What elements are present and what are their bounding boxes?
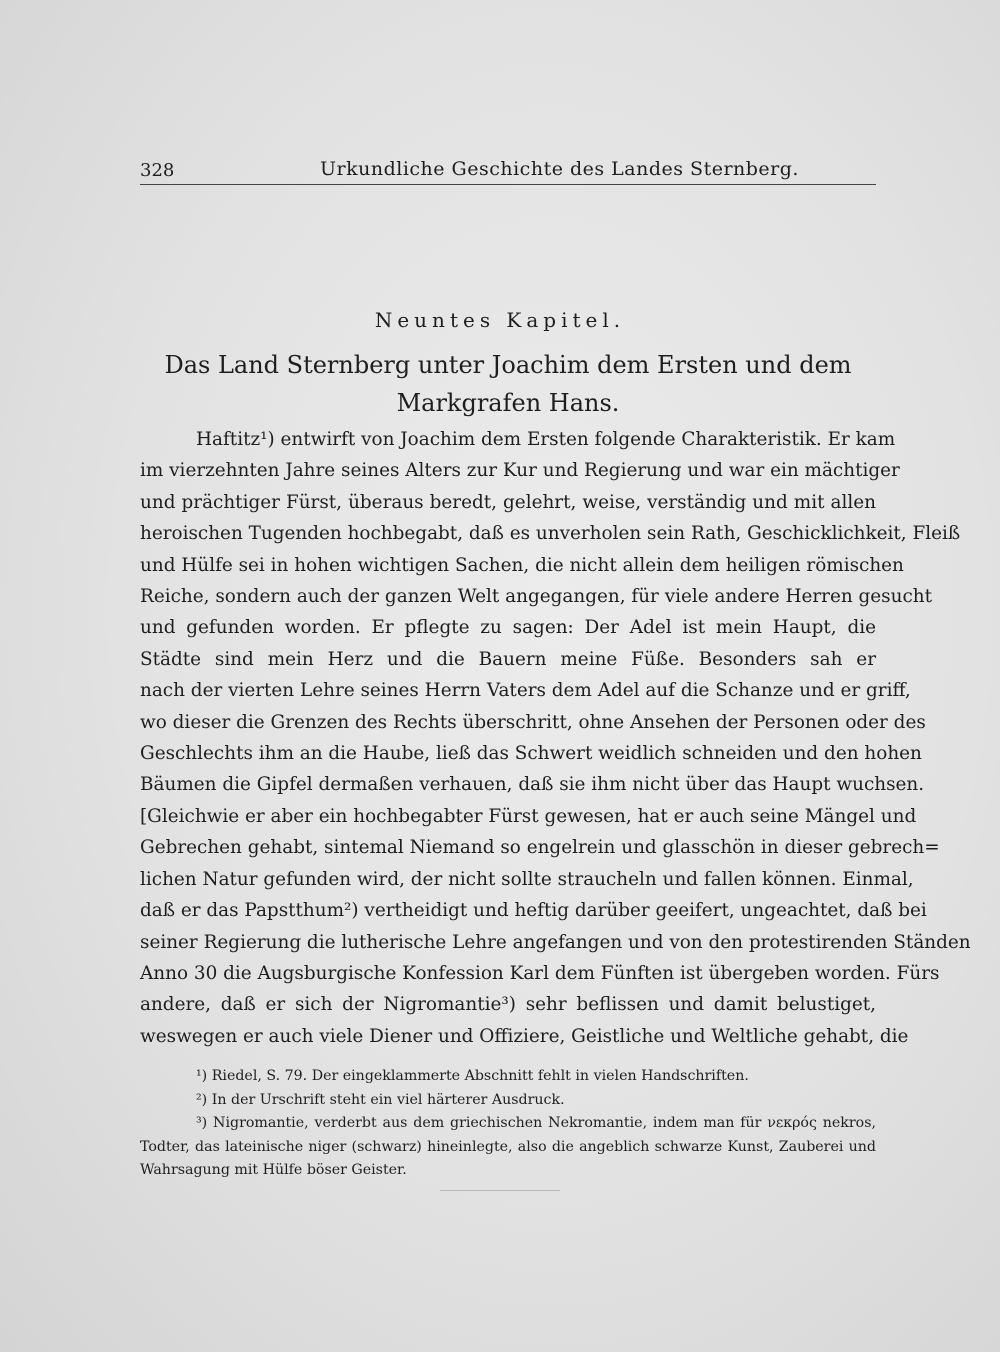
chapter-label: Neuntes Kapitel.	[374, 308, 626, 332]
body-line: heroischen Tugenden hochbegabt, daß es unverholen sein Rath, Geschicklichkeit, Fleiß	[140, 523, 961, 545]
page-number: 328	[140, 160, 175, 181]
body-line: im vierzehnten Jahre seines Alters zur Kur und Regierung und war ein mächtiger	[140, 460, 900, 482]
body-line: weswegen er auch viele Diener und Offiziere, Geistliche und Weltliche gehabt, die	[140, 1025, 909, 1047]
body-line: Gebrechen gehabt, sintemal Niemand so engelrein und glasschön in dieser gebrech=	[140, 837, 940, 859]
body-line: Geschlechts ihm an die Haube, ließ das Schwert weidlich schneiden und den hohen	[140, 743, 922, 765]
footnote-3-line-3: Wahrsagung mit Hülfe böser Geister.	[140, 1162, 407, 1179]
body-line: andere, daß er sich der Nigromantie³) sehr beflissen und damit belustiget,	[140, 994, 876, 1016]
page-header	[140, 156, 876, 184]
footnote-3-line-1: ³) Nigromantie, verderbt aus dem griechischen Nekromantie, indem man für νεκρός nekros,	[196, 1115, 876, 1132]
footnotes	[140, 1065, 876, 1183]
footnote-2: ²) In der Urschrift steht ein viel härterer Ausdruck.	[196, 1091, 565, 1108]
chapter-title	[140, 346, 876, 422]
body-line: daß er das Papstthum²) vertheidigt und heftig darüber geeifert, ungeachtet, daß bei	[140, 900, 927, 922]
body-line: und gefunden worden. Er pflegte zu sagen: Der Adel ist mein Haupt, die	[140, 617, 876, 639]
body-line: Haftitz¹) entwirft von Joachim dem Ersten folgende Charakteristik. Er kam	[196, 429, 896, 450]
footnote-3-line-2: Todter, das lateinische niger (schwarz) hineinlegte, also die angeblich schwarze Kunst, Zauberei und	[140, 1138, 876, 1155]
body-line: und prächtiger Fürst, überaus beredt, gelehrt, weise, verständig und mit allen	[140, 491, 876, 513]
body-text	[140, 424, 971, 1052]
body-line: wo dieser die Grenzen des Rechts überschritt, ohne Ansehen der Personen oder des	[140, 711, 926, 733]
running-title: Urkundliche Geschichte des Landes Sternberg.	[320, 158, 799, 180]
body-line: [Gleichwie er aber ein hochbegabter Fürst gewesen, hat er auch seine Mängel und	[140, 805, 917, 827]
body-line: und Hülfe sei in hohen wichtigen Sachen, die nicht allein dem heiligen römischen	[140, 554, 904, 576]
body-line: Bäumen die Gipfel dermaßen verhauen, daß sie ihm nicht über das Haupt wuchsen.	[140, 774, 925, 796]
body-line: seiner Regierung die lutherische Lehre angefangen und von den protestirenden Ständen	[140, 931, 971, 953]
footnote-1: ¹) Riedel, S. 79. Der eingeklammerte Abschnitt fehlt in vielen Handschriften.	[196, 1068, 749, 1084]
body-line: Städte sind mein Herz und die Bauern meine Füße. Besonders sah er	[140, 648, 876, 670]
body-line: lichen Natur gefunden wird, der nicht sollte straucheln und fallen können. Einmal,	[140, 868, 914, 890]
body-line: Reiche, sondern auch der ganzen Welt angegangen, für viele andere Herren gesucht	[140, 586, 932, 608]
chapter-title-line-1: Das Land Sternberg unter Joachim dem Ersten und dem	[164, 351, 852, 379]
bottom-rule	[440, 1190, 560, 1191]
body-line: Anno 30 die Augsburgische Konfession Karl dem Fünften ist übergeben worden. Fürs	[140, 962, 940, 984]
header-rule	[140, 184, 876, 185]
body-line: nach der vierten Lehre seines Herrn Vaters dem Adel auf die Schanze und er griff,	[140, 680, 911, 702]
chapter-title-line-2: Markgrafen Hans.	[396, 389, 620, 417]
